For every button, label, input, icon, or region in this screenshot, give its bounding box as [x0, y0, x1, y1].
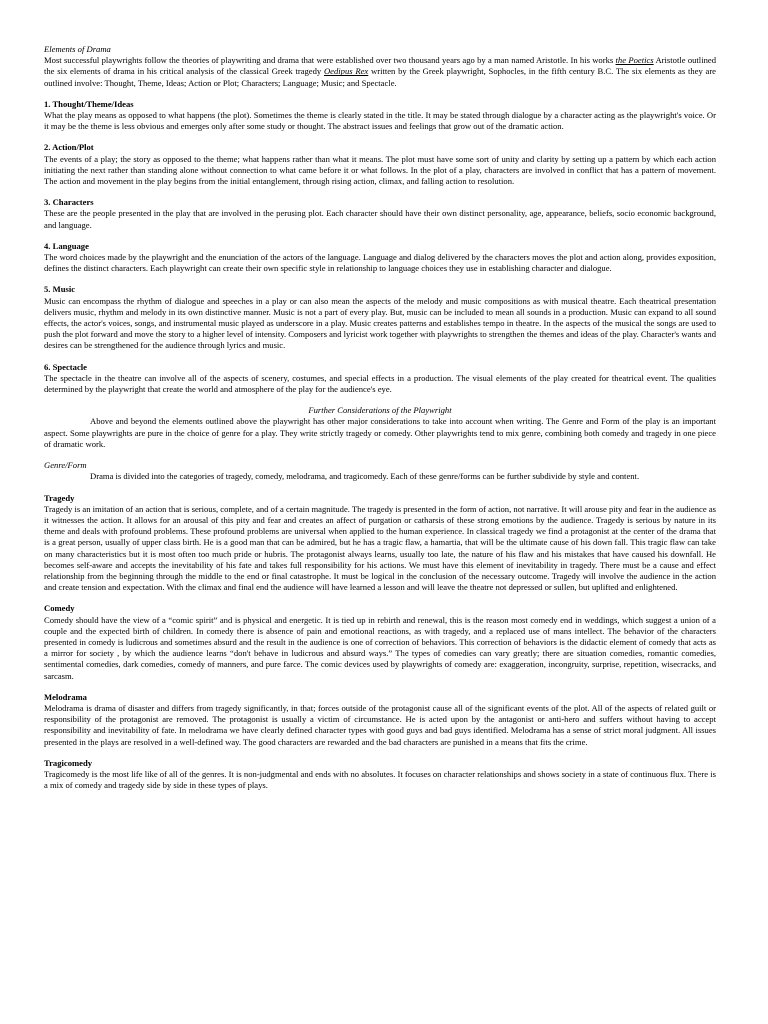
section-language: [44, 241, 716, 275]
section-text: Music can encompass the rhythm of dialogue and speeches in a play or can also mean the aspects of the melody and music compositions as with musical theatre. Each theatrical presentation delivers music, rhythm and melody in its own distinctive manner. Music is not a part of every play. But, music can be included to mean all sounds in a production. Music can expand to all sound effects, the actor's voices, songs, and instrumental music played as underscore in a play. Music creates patterns and establishes tempo in theatre. In the aspects of the musical the songs are used to push the plot forward and move the story to a higher level of intensity. Composers and lyricist work together with playwrights to strengthen the themes and ideas of the play. Character's wants and desires can be strengthened for the audience through lyrics and music.: [44, 295, 716, 351]
intro-text-1: Most successful playwrights follow the theories of playwriting and drama that were established over two thousand years ago by a man named Aristotle. In his works: [44, 55, 614, 66]
section-heading: 1. Thought/Theme/Ideas: [44, 98, 134, 109]
section-spectacle: [44, 362, 716, 396]
section-heading: 4. Language: [44, 240, 89, 251]
intro-paragraph: [44, 55, 716, 89]
genre-tragicomedy: [44, 758, 716, 792]
genre-heading: Comedy: [44, 603, 75, 614]
section-heading: 6. Spectacle: [44, 361, 87, 372]
genre-text: Tragicomedy is the most life like of all of the genres. It is non-judgmental and ends with no absolutes. It focuses on character relationships and shows society in a state of continuous flux. There is a mix of comedy and tragedy side by side in these types of plays.: [44, 768, 716, 791]
section-text: The events of a play; the story as opposed to the theme; what happens rather than what it means. The plot must have some sort of unity and clarity by setting up a pattern by which each action initiating the next rather than standing alone without connection to what came before it or what follows. In the plot of a play, characters are involved in conflict that has a pattern of movement. The action and movement in the play begins from the initial entanglement, through rising action, climax, and falling action to resolution.: [44, 153, 716, 187]
document-body: [44, 44, 716, 791]
genre-text: Comedy should have the view of a “comic spirit” and is physical and energetic. It is tied up in rebirth and renewal, this is the reason most comedy end in weddings, which suggest a union of a couple and the expected birth of children. In comedy there is absence of pain and emotional reactions, as with tragedy, and a replaced use of mans intellect. The behavior of the characters presented in comedy is ludicrous and sometimes absurd and the result in the audience is one of correction of behaviors. This correction of behaviors is the didactic element of comedy that acts as a mirror for society , by which the audience learns “don't behave in ludicrous and absurd ways.” The types of comedies can vary greatly; there are situation comedies, romantic comedies, sentimental comedies, dark comedies, comedy of manners, and pure farce. The comic devices used by playwrights of comedy are: exaggeration, incongruity, surprise, repetition, wisecracks, and sarcasm.: [44, 614, 716, 681]
section-thought: [44, 99, 716, 133]
section-heading: 2. Action/Plot: [44, 142, 94, 153]
section-action: [44, 142, 716, 187]
intro-text-3: written by the Greek playwright, Sophocles, in the fifth century B.C. The six elements as they are outlined involve: Thought, Theme, Ideas; Action or Plot; Characters; Language; Music; and Spectacle.: [44, 66, 716, 88]
section-heading: 3. Characters: [44, 197, 94, 208]
genre-form-heading: Genre/Form: [44, 460, 87, 471]
genre-heading: Tragicomedy: [44, 757, 93, 768]
section-text: The spectacle in the theatre can involve all of the aspects of scenery, costumes, and special effects in a production. The visual elements of the play created for theatrical event. The qualities determined by the playwright that create the world and atmosphere of the play for the audience's eye.: [44, 372, 716, 395]
genre-text: Tragedy is an imitation of an action that is serious, complete, and of a certain magnitude. The tragedy is presented in the form of action, not narrative. It will arouse pity and fear in the audience as it witnesses the action. It allows for an arousal of this pity and fear and creates an affect of purgation or catharsis of these strong emotions by the audience. Tragedy is serious by nature in its theme and deals with profound problems. These profound problems are universal when applied to the human experience. In classical tragedy we find a protagonist at the center of the drama that is a great person, usually of upper class birth. He is a good man that can be admired, but he has a tragic flaw, a hamartia, that will be the ultimate cause of his down fall. This tragic flaw can take on many characteristics but it is most often too much pride or hubris. The protagonist always learns, usually too late, the nature of his flaw and his mistakes that have caused his downfall. He becomes self-aware and accepts the inevitability of his fate and takes full responsibility for his actions. We must have this element of inevitability in tragedy. There must be a cause and effect relationship from the beginning through the middle to the end or final catastrophe. It must be logical in the conclusion of the necessary outcome. Tragedy will involve the audience in the action and create tension and expectation. With the climax and final end the audience will have learned a lesson and will leave the theatre not depressed or sullen, but uplifted and enlightened.: [44, 503, 716, 593]
further-considerations-text: Above and beyond the elements outlined above the playwright has other major considerations to take into account when writing. The Genre and Form of the play is an important aspect. Some playwrights are pure in the choice of genre for a play. They write strictly tragedy or comedy. Other playwrights tend to mix genre, combining both comedy and tragedy in one piece of dramatic work.: [44, 416, 716, 449]
genre-heading: Tragedy: [44, 492, 75, 503]
genre-heading: Melodrama: [44, 691, 87, 702]
oedipus-title: Oedipus Rex: [323, 66, 369, 77]
further-considerations-heading: Further Considerations of the Playwright: [308, 405, 452, 416]
genre-comedy: [44, 603, 716, 681]
poetics-title: the Poetics: [615, 55, 654, 66]
genre-text: Melodrama is drama of disaster and differs from tragedy significantly, in that; forces outside of the protagonist cause all of the significant events of the plot. All of the aspects of related guilt or responsibility of the protagonist are removed. The protagonist is usually a victim of circumstance. He is acted upon by the antagonist or anti-hero and suffers without having to accept responsibility and inevitability of fate. In melodrama we have clearly defined character types with good guys and bad guys identified. Melodrama has a sense of strict moral judgment. All issues presented in the plays are resolved in a well-defined way. The good characters are rewarded and the bad characters are punished in a means that fits the crime.: [44, 702, 716, 747]
intro-text-2: Aristotle outlined the six elements of drama in his critical analysis of the classical Greek tragedy: [44, 55, 716, 77]
genre-tragedy: [44, 493, 716, 594]
section-text: The word choices made by the playwright and the enunciation of the actors of the language. Language and dialog delivered by the characters moves the plot and action along, provides exposition, defines the distinct characters. Each playwright can create their own specific style in relationship to language choices they use in establishing character and dialogue.: [44, 252, 716, 274]
document-title: Elements of Drama: [44, 44, 111, 54]
section-text: These are the people presented in the play that are involved in the perusing plot. Each character should have their own distinct personality, age, appearance, beliefs, socio economic background, and language.: [44, 208, 716, 230]
section-text: What the play means as opposed to what happens (the plot). Sometimes the theme is clearly stated in the title. It may be stated through dialogue by a character acting as the playwright's voice. Or it may be the theme is less obvious and emerges only after some study or thought. The abstract issues and feelings that grow out of the dramatic action.: [44, 110, 716, 132]
section-heading: 5. Music: [44, 284, 76, 295]
section-music: [44, 284, 716, 351]
genre-melodrama: [44, 692, 716, 748]
section-characters: [44, 197, 716, 231]
genre-form-text: Drama is divided into the categories of tragedy, comedy, melodrama, and tragicomedy. Each of these genre/forms can be further subdivide by style and content.: [90, 471, 640, 482]
